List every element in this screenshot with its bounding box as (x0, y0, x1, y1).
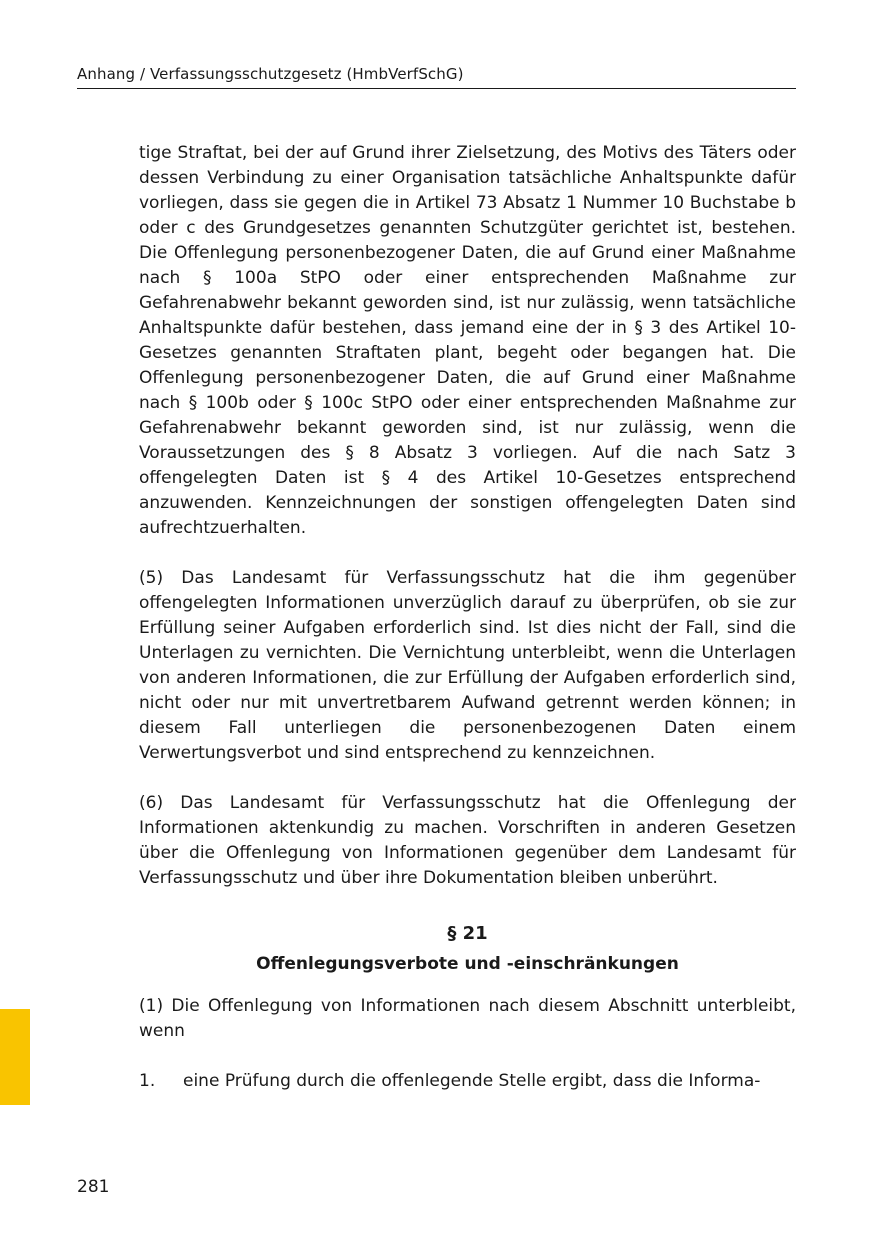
section-title: Offenlegungsverbote und -einschränkungen (256, 954, 679, 974)
running-header: Anhang / Verfassungsschutzgesetz (HmbVerfSchG) (77, 63, 796, 89)
page-body (139, 141, 796, 1094)
list-item-number: 1. (139, 1071, 156, 1091)
paragraph-6: (6) Das Landesamt für Verfassungsschutz hat die Offenlegung der Informationen aktenkundig zu machen. Vorschriften in anderen Gesetzen über die Offenlegung von Informationen gegenüber dem Landesamt für Verfassungsschutz und über ihre Dokumentation bleiben unberührt. (139, 793, 796, 888)
list-item-text: eine Prüfung durch die offenlegende Stelle ergibt, dass die Informa- (183, 1071, 761, 1091)
paragraph-5: (5) Das Landesamt für Verfassungsschutz hat die ihm gegenüber offengelegten Informationen unverzüglich darauf zu überprüfen, ob sie zur Erfüllung seiner Aufgaben erforderlich sind. Ist dies nicht der Fall, sind die Unterlagen zu vernichten. Die Vernichtung unterbleibt, wenn die Unterlagen von anderen Informationen, die zur Erfüllung der Aufgaben erforderlich sind, nicht oder nur mit unvertretbarem Aufwand getrennt werden können; in diesem Fall unterliegen die personenbezogenen Daten einem Verwertungsverbot und sind entsprechend zu kennzeichnen. (139, 568, 796, 763)
chapter-thumb-tab (0, 1009, 30, 1105)
section-intro-paragraph: (1) Die Offenlegung von Informationen nach diesem Abschnitt unterbleibt, wenn (139, 996, 796, 1041)
section-number: § 21 (447, 923, 488, 944)
paragraph-continuation: tige Straftat, bei der auf Grund ihrer Zielsetzung, des Motivs des Täters oder dessen Verbindung zu einer Organisation tatsächliche Anhaltspunkte dafür vorliegen, dass sie gegen die in Artikel 73 Absatz 1 Nummer 10 Buchstabe b oder c des Grundgesetzes genannten Schutzgüter gerichtet ist, bestehen. Die Offenlegung personenbezogener Daten, die auf Grund einer Maßnahme nach § 100a StPO oder einer entsprechenden Maßnahme zur Gefahrenabwehr bekannt geworden sind, ist nur zulässig, wenn tatsächliche Anhaltspunkte dafür bestehen, dass jemand eine der in § 3 des Artikel 10-Gesetzes genannten Straftaten plant, begeht oder begangen hat. Die Offenlegung personenbezogener Daten, die auf Grund einer Maßnahme nach § 100b oder § 100c StPO oder einer entsprechenden Maßnahme zur Gefahrenabwehr bekannt geworden sind, ist nur zulässig, wenn die Voraussetzungen des § 8 Absatz 3 vorliegen. Auf die nach Satz 3 offengelegten Daten ist § 4 des Artikel 10-Gesetzes entsprechend anzuwenden. Kennzeichnungen der sonstigen offengelegten Daten sind aufrechtzuerhalten. (139, 143, 796, 538)
page-number: 281 (77, 1177, 110, 1197)
list-item (139, 1069, 796, 1094)
